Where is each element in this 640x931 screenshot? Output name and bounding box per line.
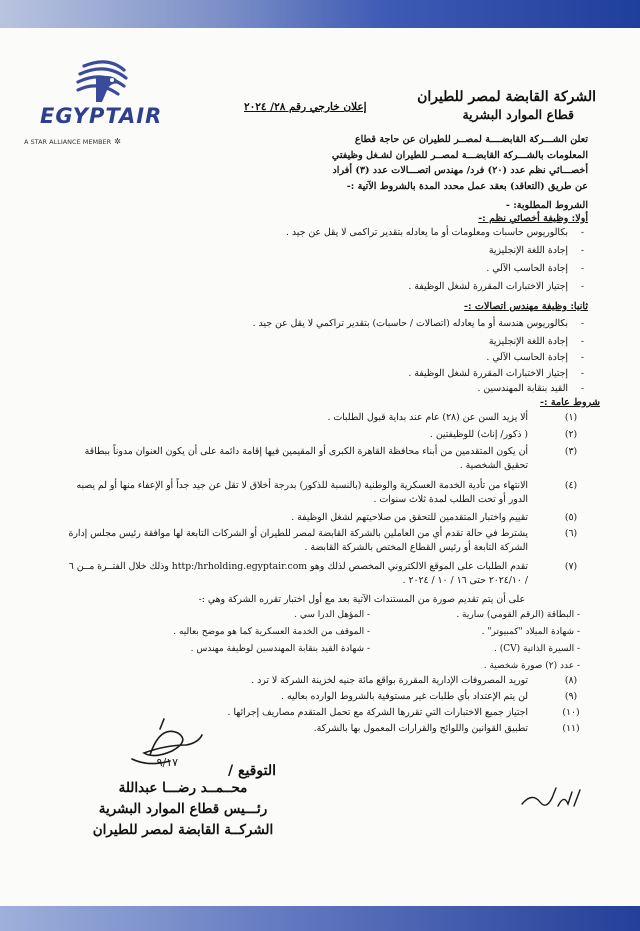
job1-item: - إجادة الحاسب الآلي . xyxy=(486,263,584,274)
general-item: (٦) يشترط في حالة تقدم أي من العاملين بالشركة القابضة لمصر للطيران أو الشركات التابعة لها موافقة رئيس مجلس إدارة الشركة التابعة أو رئيس القطاع المختص بالشركة القابضة . xyxy=(68,528,578,553)
document-item: - السيرة الذاتية (CV) . xyxy=(494,644,580,654)
job1-item: - إجادة اللغة الإنجليزية xyxy=(488,245,584,256)
general-item: (١١) تطبيق القوانين واللوائح والقرارات المعمول بها بالشركة. xyxy=(313,723,580,734)
job2-item: - إجتياز الاختبارات المقررة لشغل الوظيفة . xyxy=(408,368,584,379)
job1-item: - إجتياز الاختبارات المقررة لشغل الوظيفة . xyxy=(408,281,584,292)
sector-name: قطاع الموارد البشرية xyxy=(462,107,574,122)
general-item: (٢) ( ذكور/ إناث) للوظيفتين . xyxy=(429,429,578,440)
top-color-band xyxy=(0,0,640,28)
company-header xyxy=(417,88,596,124)
general-item: (٨) توريد المصروفات الإدارية المقررة بواقع مائة جنيه لخزينة الشركة لا ترد . xyxy=(251,675,578,686)
star-alliance-tagline xyxy=(24,137,121,146)
intro-line: المعلومات بالشـــركة القابضـــة لمصــر للطيران لشـغل وظيفتي xyxy=(331,149,588,161)
intro-line: أخصـــائي نظم عدد (٢٠) فرد/ مهندس اتصـــالات عدد (٣) أفراد xyxy=(332,165,588,176)
intro-paragraph xyxy=(138,132,588,194)
general-item: (١) ألا يزيد السن عن (٢٨) عام عند بداية قبول الطلبات . xyxy=(327,412,578,423)
general-item: (٤) الانتهاء من تأدية الخدمة العسكرية والوطنية (بالنسبة للذكور) بدرجة أخلاق لا تقل عن جيد جداً أو الإعفاء منها أو لم يصبه الدور أو تحت الطلب لمدة ثلاث سنوات . xyxy=(76,480,578,505)
intro-line: تعلن الشـــركة القابضــــة لمصــر للطيران عن حاجة قطاع xyxy=(354,134,588,145)
document-item: - شهادة القيد بنقابة المهندسين لوظيفة مهندس . xyxy=(190,644,370,654)
handwritten-signature-icon xyxy=(120,715,210,785)
signer-block xyxy=(90,778,276,841)
signature-initials: ٩/١٧ xyxy=(156,756,178,769)
company-name: الشركة القابضة لمصر للطيران xyxy=(417,89,596,105)
signer-name: محــمــد رضـــا عبداللة xyxy=(118,780,248,796)
signer-company: الشركــة القابضة لمصر للطيران xyxy=(92,822,274,838)
general-item: (٣) أن يكون المتقدمين من أبناء محافظة القاهرة الكبرى أو المقيمين فيها إقامة دائمة على أن يكون العنوان مدوناً ببطاقة تحقيق الشخصية . xyxy=(84,446,578,471)
job2-item: - القيد بنقابة المهندسين . xyxy=(477,383,584,394)
document-item: - البطاقة (الرقم القومي) سارية . xyxy=(456,610,580,620)
approval-signature-icon xyxy=(518,782,588,816)
alliance-text: A STAR ALLIANCE MEMBER xyxy=(24,138,112,146)
general-conditions-title: شروط عامة :- xyxy=(540,397,600,408)
document-item: - الموقف من الخدمة العسكرية كما هو موضح بعاليه . xyxy=(173,627,370,637)
general-item: (٩) لن يتم الإعتداد بأي طلبات غير مستوفية بالشروط الوارده بعاليه . xyxy=(281,691,578,702)
document-item: - عدد (٢) صورة شخصية . xyxy=(483,661,580,671)
job2-item: - إجادة الحاسب الآلي . xyxy=(486,352,584,363)
intro-line: عن طريق (التعاقد) بعقد عمل محدد المدة بالشروط الآتية :- xyxy=(346,180,588,192)
documents-intro: على أن يتم تقديم صورة من المستندات الآتية بعد مع أول اختبار تقرره الشركة وهي :- xyxy=(198,594,525,605)
bottom-color-band xyxy=(0,906,640,931)
announcement-title: إعلان خارجي رقم ٢٨/ ٢٠٢٤ xyxy=(244,101,367,113)
document-item: - شهادة الميلاد "كمبيوتر" . xyxy=(481,627,580,637)
signer-position: رئـــيس قطاع الموارد البشرية xyxy=(98,801,268,817)
general-item: (٧) تقدم الطلبات على الموقع الالكتروني المخصص لذلك وهو http:/hrholding.egyptair.com وذلك خلال الفتــرة مــن ٦ / ٢٠٢٤/١٠ حتى ١٦ / ١٠ / ٢٠٢٤ . xyxy=(68,561,578,586)
job1-item: - بكالوريوس حاسبات ومعلومات أو ما يعادله بتقدير تراكمى لا يقل عن جيد . xyxy=(286,227,584,238)
job1-title: أولا: وظيفة أخصائي نظم :- xyxy=(478,213,588,224)
logo-wordmark: EGYPTAIR xyxy=(40,104,163,128)
signature-label: التوقيع / xyxy=(228,763,276,779)
star-alliance-icon: ✲ xyxy=(114,137,121,146)
job2-item: - بكالوريوس هندسة أو ما يعادله (اتصالات / حاسبات) بتقدير تراكمي لا يقل عن جيد . xyxy=(252,318,584,329)
job2-item: - إجادة اللغة الإنجليزية xyxy=(488,336,584,347)
general-item: (١٠) اجتياز جميع الاختبارات التي تقررها الشركة مع تحمل المتقدم مصاريف إجرائها . xyxy=(227,707,580,718)
general-item: (٥) تقييم واختبار المتقدمين للتحقق من صلاحيتهم لشغل الوظيفة . xyxy=(291,512,578,523)
required-conditions-title: الشروط المطلوبة: - xyxy=(505,200,588,211)
document-item: - المؤهل الدرا سي . xyxy=(294,610,370,620)
job2-title: ثانيا: وظيفة مهندس اتصالات :- xyxy=(464,301,588,312)
